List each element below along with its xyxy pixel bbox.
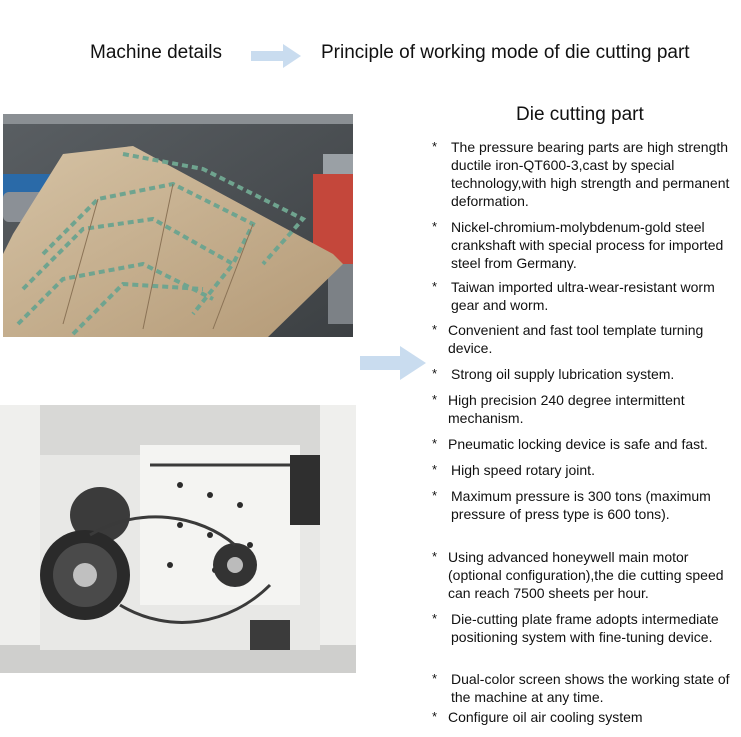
bullet-icon: *	[432, 611, 438, 626]
right-arrow-icon	[251, 44, 301, 68]
feature-text: Nickel-chromium-molybdenum-gold steel crankshaft with special process for imported steel from Germany.	[451, 219, 724, 271]
bullet-icon: *	[432, 392, 438, 407]
bullet-icon: *	[432, 462, 438, 477]
header-left-label: Machine details	[90, 42, 223, 63]
bullet-icon: *	[432, 549, 438, 564]
feature-text: High precision 240 degree intermittent mechanism.	[448, 392, 685, 426]
feature-text: Taiwan imported ultra-wear-resistant worm gear and worm.	[451, 279, 715, 313]
feature-item	[432, 278, 738, 314]
bullet-icon: *	[432, 139, 438, 154]
feature-item	[432, 487, 738, 523]
feature-text: High speed rotary joint.	[451, 462, 595, 478]
section-title: Die cutting part	[516, 104, 644, 125]
bullet-icon: *	[432, 671, 438, 686]
feature-item	[432, 461, 738, 479]
bullet-icon: *	[432, 488, 438, 503]
bullet-icon: *	[432, 436, 438, 451]
feature-text: Die-cutting plate frame adopts intermediate positioning system with fine-tuning device.	[451, 611, 719, 645]
feature-item	[432, 391, 738, 427]
bullet-icon: *	[432, 322, 438, 337]
feature-text: Convenient and fast tool template turning device.	[448, 322, 704, 356]
feature-text: Strong oil supply lubrication system.	[451, 366, 675, 382]
bullet-icon: *	[432, 366, 438, 381]
bullet-icon: *	[432, 709, 438, 724]
feature-text: Using advanced honeywell main motor (optional configuration),the die cutting speed can reach 7500 sheets per hour.	[448, 549, 724, 601]
feature-item	[432, 321, 738, 357]
feature-item	[432, 435, 738, 453]
feature-item	[432, 670, 738, 706]
machine-gear-mechanism-photo	[0, 405, 356, 673]
bullet-icon: *	[432, 219, 438, 234]
feature-item	[432, 610, 738, 646]
feature-item	[432, 548, 738, 602]
feature-text: The pressure bearing parts are high strength ductile iron-QT600-3,cast by special technology,with high strength and permanent deformation.	[451, 139, 730, 209]
bullet-icon: *	[432, 279, 438, 294]
feature-item	[432, 708, 738, 726]
feature-text: Dual-color screen shows the working state of the machine at any time.	[451, 671, 730, 705]
feature-item	[432, 138, 738, 210]
die-cutting-plate-photo	[3, 114, 353, 337]
header-right-label: Principle of working mode of die cutting part	[321, 42, 690, 63]
feature-item	[432, 218, 738, 272]
feature-text: Configure oil air cooling system	[448, 709, 643, 725]
feature-item	[432, 365, 738, 383]
feature-text: Pneumatic locking device is safe and fast.	[448, 436, 708, 452]
feature-text: Maximum pressure is 300 tons (maximum pressure of press type is 600 tons).	[451, 488, 711, 522]
right-arrow-icon	[360, 346, 426, 380]
